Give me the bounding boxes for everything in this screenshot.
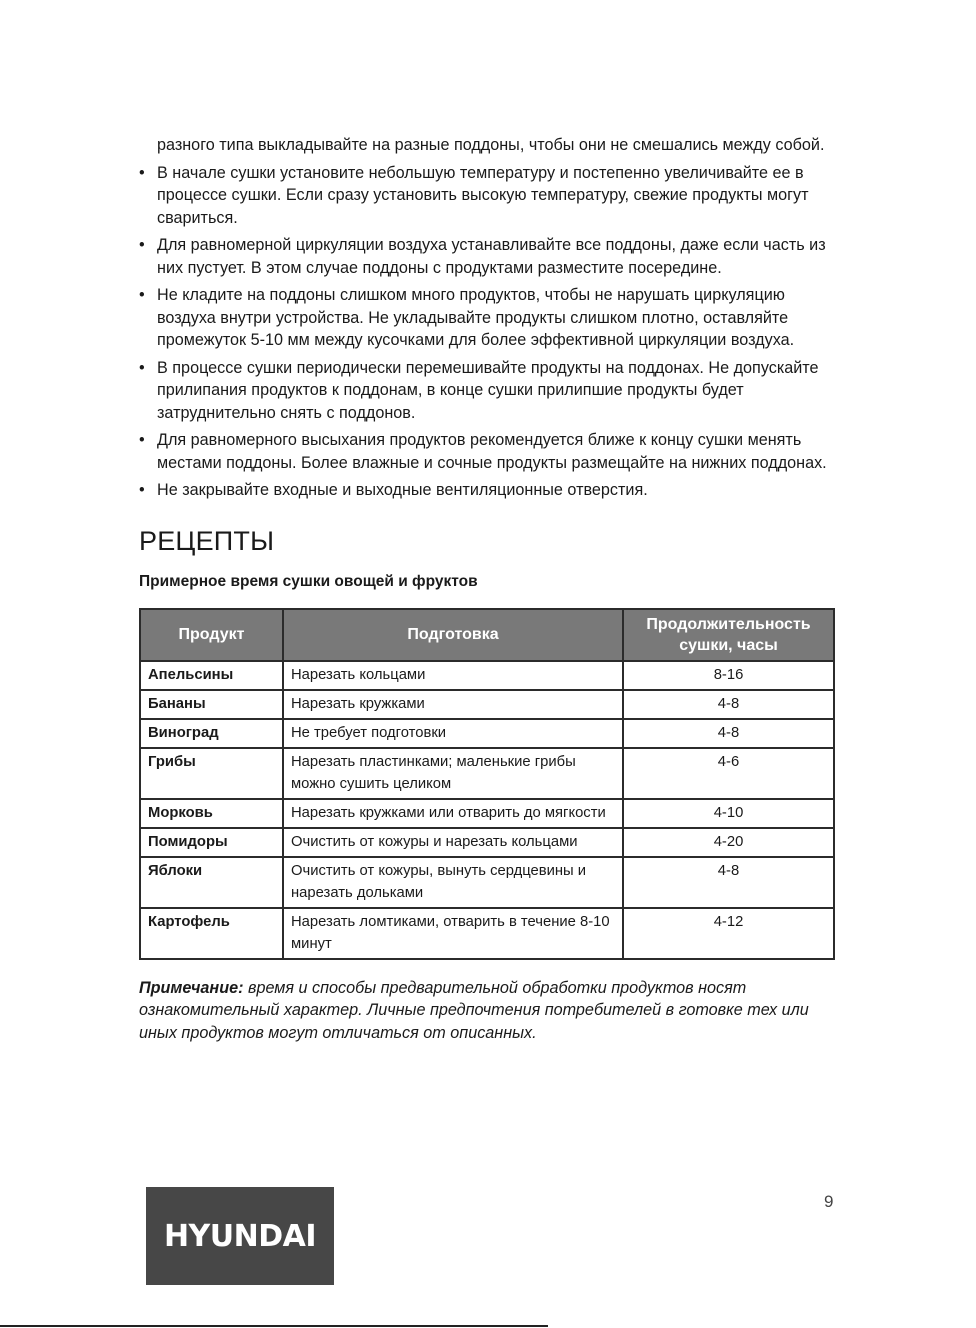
table-row: [140, 661, 834, 690]
preparation-cell: Очистить от кожуры, вынуть сердцевины и нарезать дольками: [283, 857, 623, 908]
table-row: [140, 828, 834, 857]
instructions-list: [139, 134, 839, 502]
product-cell: Грибы: [140, 748, 283, 799]
table-header-row: [140, 609, 834, 661]
list-item: • Для равномерной циркуляции воздуха устанавливайте все поддоны, даже если часть из них пустует. В этом случае поддоны с продуктами разместите посередине.: [139, 234, 839, 279]
table-row: [140, 799, 834, 828]
list-item: • Не кладите на поддоны слишком много продуктов, чтобы не нарушать циркуляцию воздуха внутри устройства. Не укладывайте продукты слишком плотно, оставляйте промежуток 5-10 мм между кусочками для более эффективной циркуляции воздуха.: [139, 284, 839, 352]
duration-cell: 4-10: [623, 799, 834, 828]
product-cell: Апельсины: [140, 661, 283, 690]
brand-logo-text: HYUNDAI: [163, 1218, 317, 1254]
preparation-cell: Нарезать кольцами: [283, 661, 623, 690]
product-cell: Картофель: [140, 908, 283, 959]
bottom-divider: [0, 1325, 548, 1327]
preparation-cell: Нарезать кружками или отварить до мягкости: [283, 799, 623, 828]
preparation-cell: Не требует подготовки: [283, 719, 623, 748]
column-header-preparation: Подготовка: [283, 609, 623, 661]
page-content: [139, 134, 839, 1044]
note-text: время и способы предварительной обработки продуктов носят ознакомительный характер. Личные предпочтения потребителей в готовке тех или иных продуктов могут отличаться от описанных.: [139, 978, 809, 1042]
page-number: 9: [824, 1192, 834, 1211]
preparation-cell: Нарезать кружками: [283, 690, 623, 719]
drying-time-table: [139, 608, 835, 960]
list-item: разного типа выкладывайте на разные поддоны, чтобы они не смешались между собой.: [157, 136, 825, 154]
product-cell: Помидоры: [140, 828, 283, 857]
column-header-duration: Продолжительность сушки, часы: [623, 609, 834, 661]
product-cell: Морковь: [140, 799, 283, 828]
list-item: • В начале сушки установите небольшую температуру и постепенно увеличивайте ее в процессе сушки. Если сразу установить высокую температуру, свежие продукты могут свариться.: [139, 162, 839, 230]
product-cell: Виноград: [140, 719, 283, 748]
preparation-cell: Нарезать пластинками; маленькие грибы можно сушить целиком: [283, 748, 623, 799]
table-row: [140, 719, 834, 748]
table-caption: Примерное время сушки овощей и фруктов: [139, 572, 478, 590]
table-row: [140, 748, 834, 799]
column-header-product: Продукт: [140, 609, 283, 661]
duration-cell: 4-6: [623, 748, 834, 799]
duration-cell: 4-20: [623, 828, 834, 857]
brand-logo: [146, 1187, 334, 1285]
duration-cell: 4-8: [623, 719, 834, 748]
note-label: Примечание:: [139, 978, 244, 997]
duration-cell: 4-12: [623, 908, 834, 959]
duration-cell: 8-16: [623, 661, 834, 690]
preparation-cell: Очистить от кожуры и нарезать кольцами: [283, 828, 623, 857]
note-paragraph: [139, 977, 839, 1045]
product-cell: Бананы: [140, 690, 283, 719]
list-item: • В процессе сушки периодически перемешивайте продукты на поддонах. Не допускайте прилипания продуктов к поддонам, в конце сушки прилипшие продукты будет затруднительно снять с поддонов.: [139, 357, 839, 425]
product-cell: Яблоки: [140, 857, 283, 908]
duration-cell: 4-8: [623, 690, 834, 719]
section-title: РЕЦЕПТЫ: [139, 525, 275, 556]
list-item: • Не закрывайте входные и выходные вентиляционные отверстия.: [139, 479, 839, 502]
duration-cell: 4-8: [623, 857, 834, 908]
table-row: [140, 690, 834, 719]
table-row: [140, 857, 834, 908]
preparation-cell: Нарезать ломтиками, отварить в течение 8-10 минут: [283, 908, 623, 959]
list-item: • Для равномерного высыхания продуктов рекомендуется ближе к концу сушки менять местами поддоны. Более влажные и сочные продукты размещайте на нижних поддонах.: [139, 429, 839, 474]
table-row: [140, 908, 834, 959]
